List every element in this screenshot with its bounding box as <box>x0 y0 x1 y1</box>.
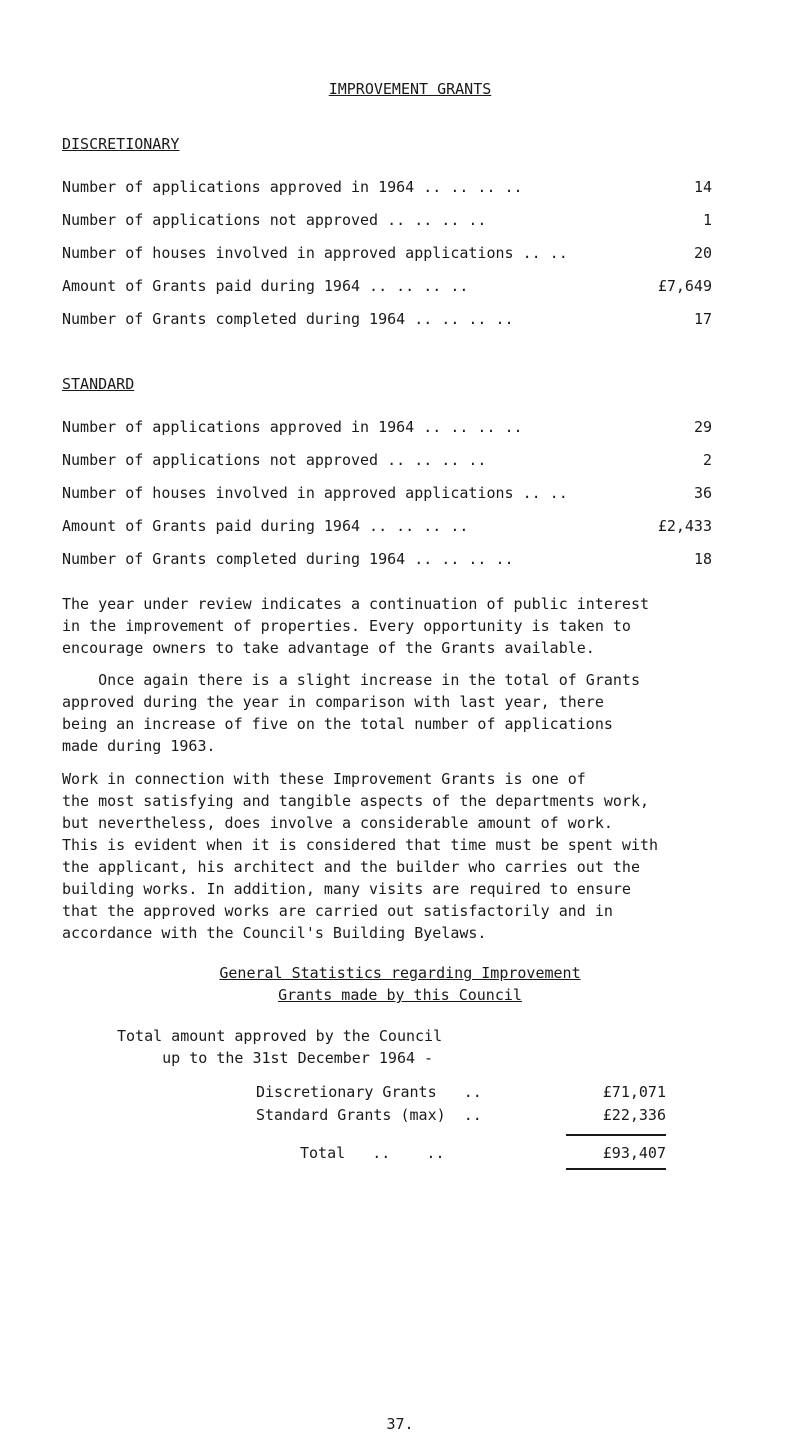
item-label: Discretionary Grants .. <box>256 1083 482 1101</box>
row-label: Number of applications approved in 1964 .. .. .. .. <box>62 178 523 196</box>
row-value: 18 <box>693 550 712 568</box>
discretionary-row <box>62 310 712 330</box>
row-label: Number of Grants completed during 1964 .. .. .. .. <box>62 550 514 568</box>
item-value: £71,071 <box>602 1083 666 1101</box>
row-value: 2 <box>702 451 712 469</box>
row-value: 1 <box>702 211 712 229</box>
general-intro: Total amount approved by the Council up to the 31st December 1964 - <box>117 1027 443 1067</box>
standard-row <box>62 484 712 504</box>
total-value: £93,407 <box>602 1144 666 1162</box>
row-label: Number of applications approved in 1964 .. .. .. .. <box>62 418 523 436</box>
discretionary-row <box>62 277 712 297</box>
general-heading-line2: Grants made by this Council <box>278 986 522 1004</box>
row-value: 20 <box>693 244 712 262</box>
page-number: 37. <box>386 1415 414 1433</box>
discretionary-row <box>62 244 712 264</box>
row-label: Number of Grants completed during 1964 .. .. .. .. <box>62 310 514 328</box>
total-rule <box>566 1168 666 1170</box>
row-label: Amount of Grants paid during 1964 .. .. .. .. <box>62 517 469 535</box>
row-value: 17 <box>693 310 712 328</box>
sum-rule <box>566 1134 666 1136</box>
row-value: 36 <box>693 484 712 502</box>
paragraph: The year under review indicates a continuation of public interest in the improvement of properties. Every opportunity is taken to encourage owners to take advantage of the Grants available. <box>62 595 649 657</box>
total-label: Total .. .. <box>300 1144 445 1162</box>
standard-row <box>62 550 712 570</box>
discretionary-heading: DISCRETIONARY <box>62 135 180 153</box>
row-label: Number of applications not approved .. .. .. .. <box>62 451 487 469</box>
standard-row <box>62 517 712 537</box>
row-label: Number of applications not approved .. .. .. .. <box>62 211 487 229</box>
row-label: Number of houses involved in approved applications .. .. <box>62 244 568 262</box>
standard-heading: STANDARD <box>62 375 135 393</box>
discretionary-row <box>62 178 712 198</box>
standard-row <box>62 451 712 471</box>
paragraph: Work in connection with these Improvement Grants is one of the most satisfying and tangible aspects of the departments work, but nevertheless, does involve a considerable amount of work. This is evident when it is considered that time must be spent with the applicant, his architect and the builder who carries out the building works. In addition, many visits are required to ensure that the approved works are carried out satisfactorily and in accordance with the Council's Building Byelaws. <box>62 770 659 942</box>
row-label: Number of houses involved in approved applications .. .. <box>62 484 568 502</box>
item-value: £22,336 <box>602 1106 666 1124</box>
standard-row <box>62 418 712 438</box>
row-label: Amount of Grants paid during 1964 .. .. .. .. <box>62 277 469 295</box>
row-value: £7,649 <box>657 277 712 295</box>
row-value: £2,433 <box>657 517 712 535</box>
row-value: 14 <box>693 178 712 196</box>
item-label: Standard Grants (max) .. <box>256 1106 482 1124</box>
paragraph: Once again there is a slight increase in the total of Grants approved during the year in comparison with last year, there being an increase of five on the total number of applications made during 1963. <box>62 671 640 755</box>
discretionary-row <box>62 211 712 231</box>
page-title: IMPROVEMENT GRANTS <box>328 80 492 98</box>
row-value: 29 <box>693 418 712 436</box>
general-heading-line1: General Statistics regarding Improvement <box>219 964 581 982</box>
